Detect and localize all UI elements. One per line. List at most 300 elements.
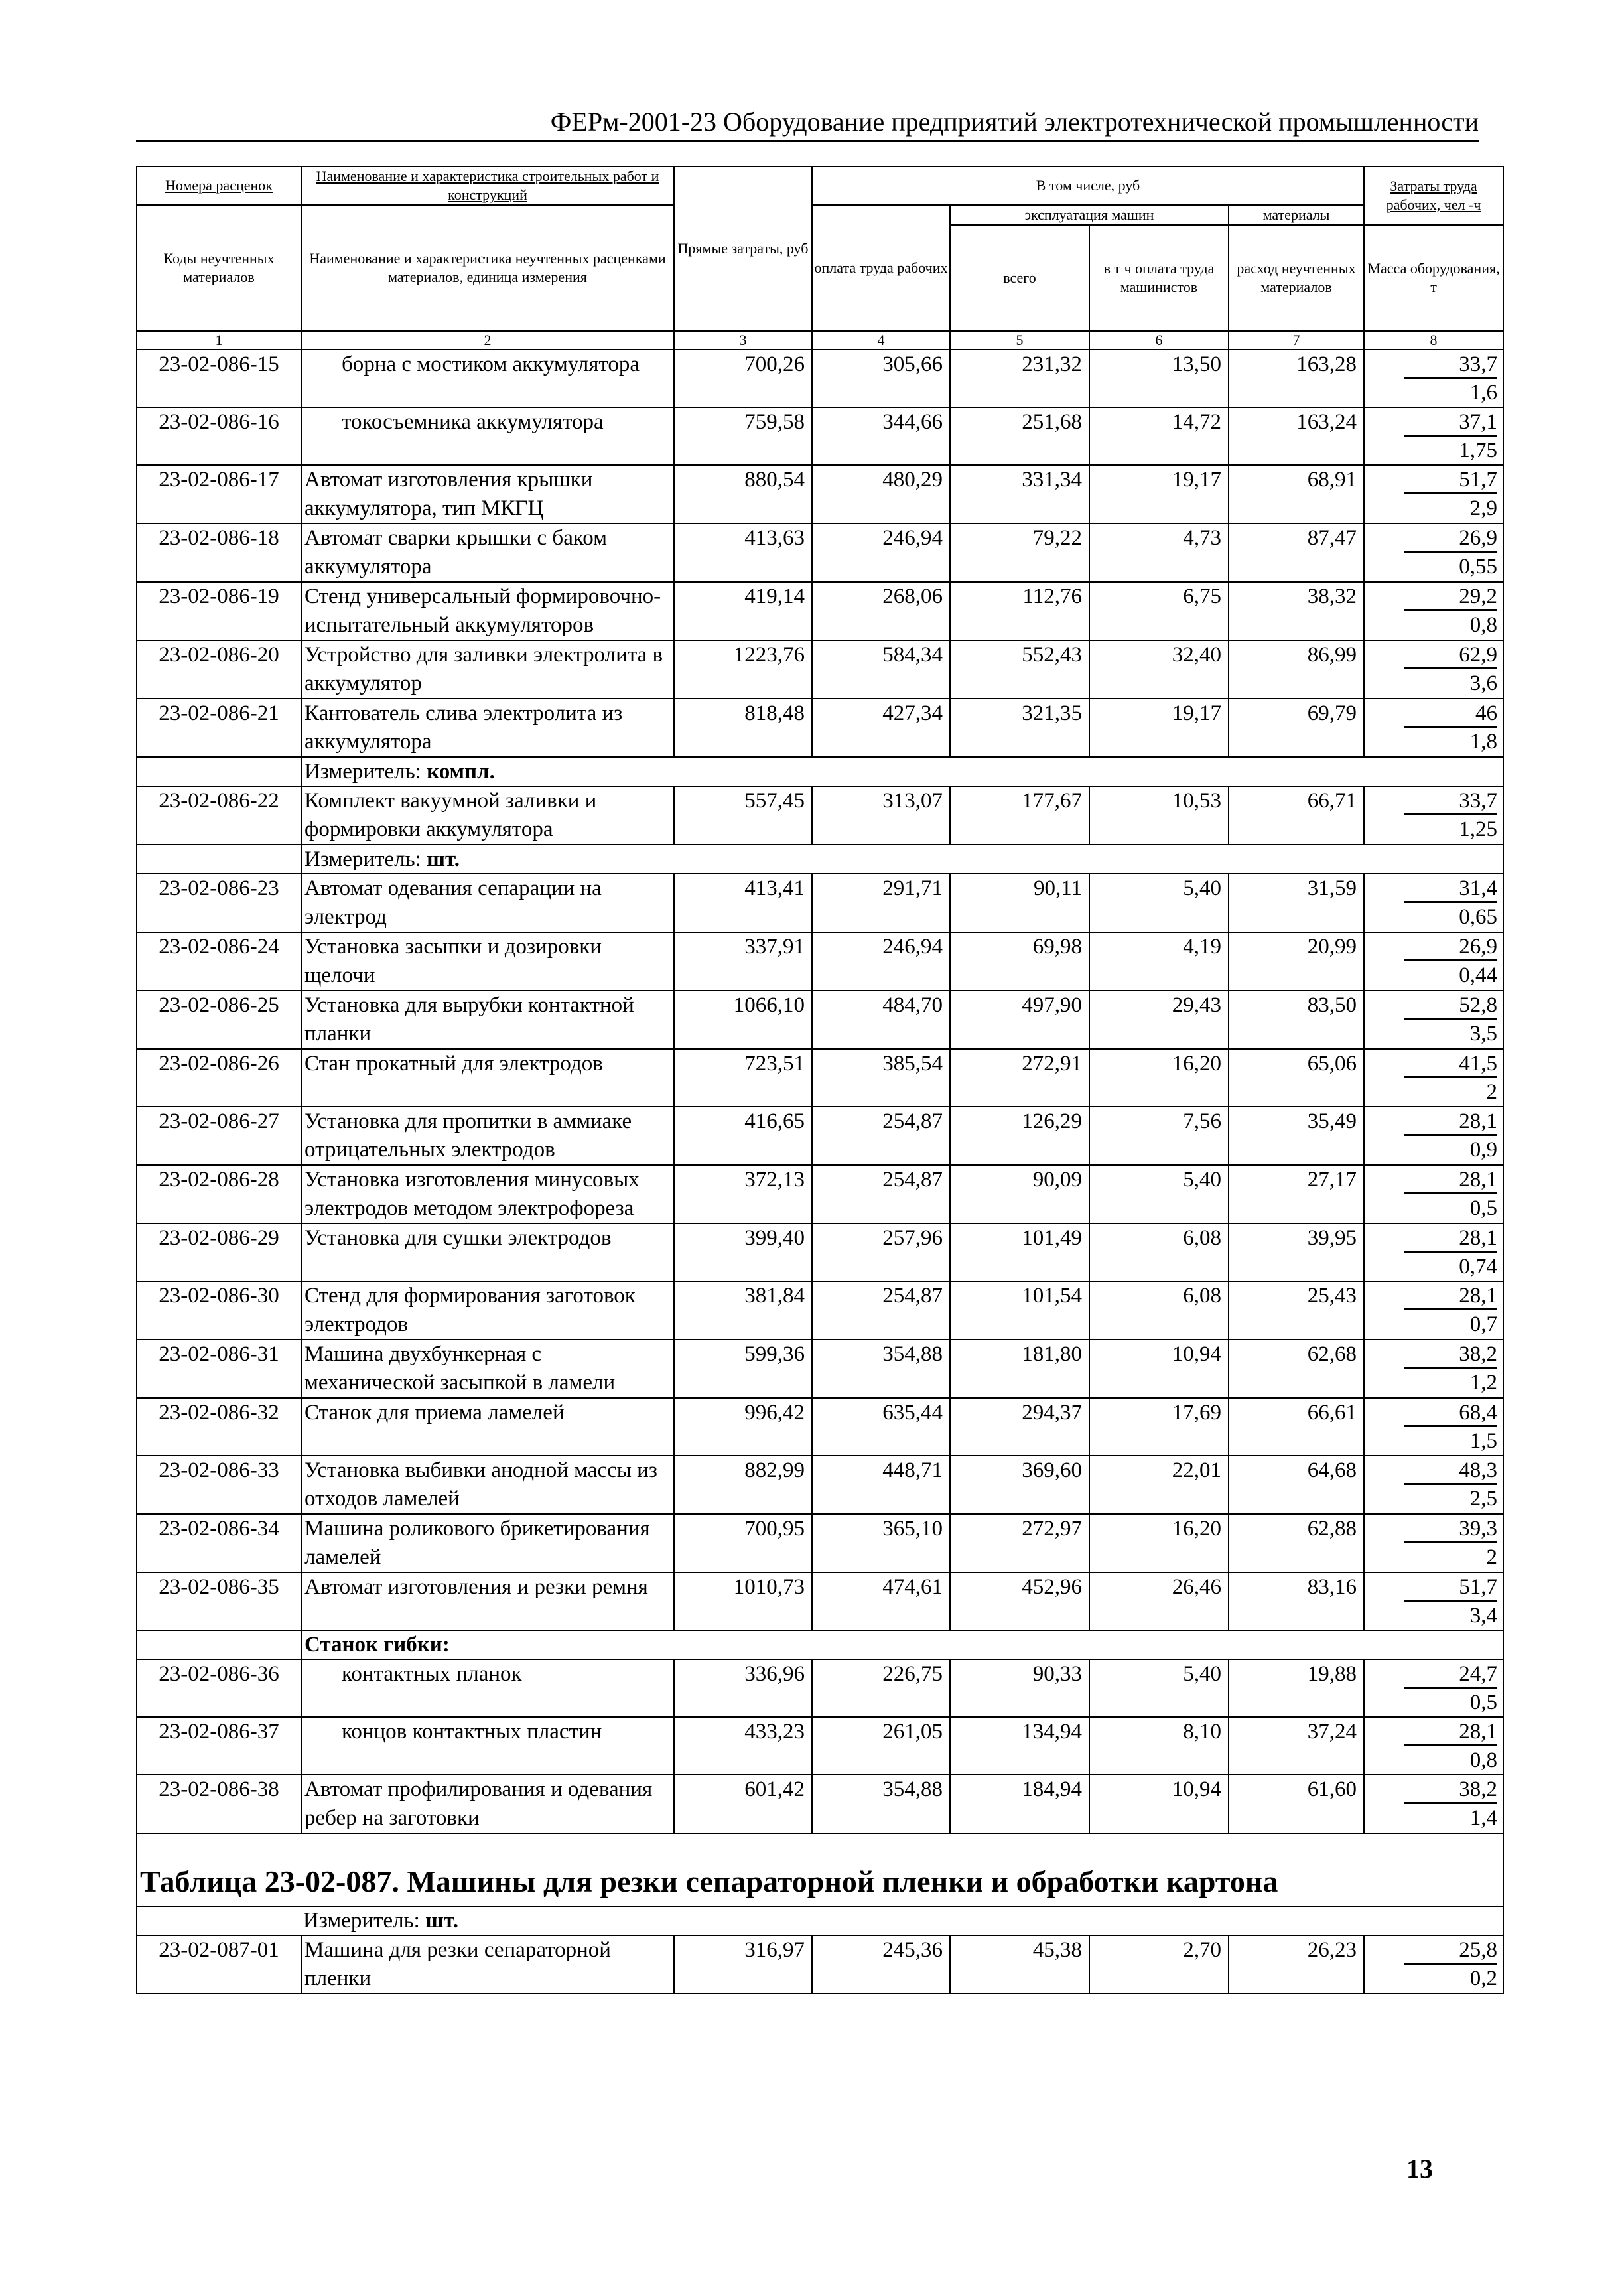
rate-code: 23-02-086-25	[137, 991, 301, 1049]
mass-value: 0,55	[1459, 555, 1498, 579]
labor-value: 28,1	[1404, 1109, 1497, 1136]
rate-code: 23-02-087-01	[137, 1935, 301, 1994]
work-name: концов контактных пластин	[301, 1717, 674, 1775]
work-name: контактных планок	[301, 1659, 674, 1717]
machines-cost: 90,33	[950, 1659, 1089, 1717]
wage-cost: 480,29	[812, 465, 950, 523]
labor-mass-cell	[1364, 1165, 1503, 1223]
mass-value: 0,2	[1469, 1967, 1498, 1990]
machinists-wage: 26,46	[1089, 1572, 1229, 1630]
labor-value: 51,7	[1404, 1574, 1497, 1602]
labor-mass-cell	[1364, 1935, 1503, 1994]
labor-value: 25,8	[1404, 1937, 1497, 1965]
labor-value: 48,3	[1404, 1458, 1497, 1485]
labor-mass-cell	[1364, 1572, 1503, 1630]
direct-costs: 1010,73	[674, 1572, 812, 1630]
rate-code: 23-02-086-33	[137, 1456, 301, 1514]
table-row	[137, 1398, 1503, 1456]
head-materials: материалы	[1229, 205, 1364, 225]
work-name: Станок для приема ламелей	[301, 1398, 674, 1456]
work-name: Автомат одевания сепарации на электрод	[301, 874, 674, 932]
work-name: Установка засыпки и дозировки щелочи	[301, 932, 674, 991]
head-material-name: Наименование и характеристика неучтенных расценками материалов, единица измерения	[301, 205, 674, 331]
rate-code: 23-02-086-27	[137, 1107, 301, 1165]
materials-cost: 26,23	[1229, 1935, 1364, 1994]
labor-value: 37,1	[1404, 409, 1497, 437]
table-row	[137, 1514, 1503, 1572]
direct-costs: 996,42	[674, 1398, 812, 1456]
materials-cost: 39,95	[1229, 1223, 1364, 1281]
machinists-wage: 8,10	[1089, 1717, 1229, 1775]
direct-costs: 433,23	[674, 1717, 812, 1775]
mass-value: 0,8	[1469, 1748, 1498, 1772]
work-name: Автомат изготовления и резки ремня	[301, 1572, 674, 1630]
rows-section	[137, 1659, 1503, 1833]
table-row	[137, 1935, 1503, 1994]
machinists-wage: 22,01	[1089, 1456, 1229, 1514]
labor-mass-cell	[1364, 932, 1503, 991]
direct-costs: 337,91	[674, 932, 812, 991]
direct-costs: 416,65	[674, 1107, 812, 1165]
materials-cost: 66,71	[1229, 786, 1364, 845]
materials-cost: 65,06	[1229, 1049, 1364, 1107]
machinists-wage: 2,70	[1089, 1935, 1229, 1994]
head-machines-total: всего	[950, 225, 1089, 331]
wage-cost: 365,10	[812, 1514, 950, 1572]
machines-cost: 134,94	[950, 1717, 1089, 1775]
table-row	[137, 407, 1503, 465]
materials-cost: 20,99	[1229, 932, 1364, 991]
mass-value: 1,4	[1469, 1806, 1498, 1830]
mass-value: 1,5	[1469, 1429, 1498, 1453]
direct-costs: 818,48	[674, 699, 812, 757]
labor-mass-cell	[1364, 1281, 1503, 1340]
machines-cost: 112,76	[950, 582, 1089, 640]
labor-value: 28,1	[1404, 1167, 1497, 1194]
labor-mass-cell	[1364, 1456, 1503, 1514]
machines-cost: 497,90	[950, 991, 1089, 1049]
work-name: Машина двухбункерная с механической засыпкой в ламели	[301, 1340, 674, 1398]
labor-mass-cell	[1364, 1514, 1503, 1572]
rows-section	[137, 874, 1503, 1630]
wage-cost: 584,34	[812, 640, 950, 699]
machinists-wage: 14,72	[1089, 407, 1229, 465]
table-row	[137, 1775, 1503, 1833]
machines-cost: 69,98	[950, 932, 1089, 991]
mass-value: 2,5	[1469, 1487, 1498, 1511]
rate-code: 23-02-086-30	[137, 1281, 301, 1340]
mass-value: 1,8	[1469, 730, 1498, 754]
work-name: токосъемника аккумулятора	[301, 407, 674, 465]
work-name: Установка изготовления минусовых электродов методом электрофореза	[301, 1165, 674, 1223]
head-material-codes: Коды неучтенных материалов	[137, 205, 301, 331]
machines-cost: 272,97	[950, 1514, 1089, 1572]
col-number: 5	[950, 331, 1089, 350]
work-name: Машина роликового брикетирования ламелей	[301, 1514, 674, 1572]
work-name: Кантователь слива электролита из аккумулятора	[301, 699, 674, 757]
head-materials-sub: расход неучтенных материалов	[1229, 225, 1364, 331]
labor-value: 38,2	[1404, 1342, 1497, 1369]
wage-cost: 635,44	[812, 1398, 950, 1456]
labor-value: 52,8	[1404, 993, 1497, 1020]
rate-code: 23-02-086-21	[137, 699, 301, 757]
labor-value: 28,1	[1404, 1719, 1497, 1746]
materials-cost: 38,32	[1229, 582, 1364, 640]
wage-cost: 254,87	[812, 1165, 950, 1223]
col-number: 2	[301, 331, 674, 350]
machinists-wage: 6,08	[1089, 1223, 1229, 1281]
mass-value: 0,5	[1469, 1691, 1498, 1714]
wage-cost: 246,94	[812, 523, 950, 582]
measure-sht: Измеритель: шт.	[301, 845, 1503, 874]
machinists-wage: 4,73	[1089, 523, 1229, 582]
rate-code: 23-02-086-20	[137, 640, 301, 699]
table-row	[137, 1340, 1503, 1398]
rate-code: 23-02-086-38	[137, 1775, 301, 1833]
machinists-wage: 16,20	[1089, 1049, 1229, 1107]
machinists-wage: 19,17	[1089, 699, 1229, 757]
materials-cost: 87,47	[1229, 523, 1364, 582]
machinists-wage: 29,43	[1089, 991, 1229, 1049]
work-name: Установка выбивки анодной массы из отходов ламелей	[301, 1456, 674, 1514]
mass-value: 0,8	[1469, 613, 1498, 637]
measure-spacer	[137, 757, 301, 786]
work-name: Установка для вырубки контактной планки	[301, 991, 674, 1049]
mass-value: 2	[1486, 1545, 1498, 1569]
labor-value: 39,3	[1404, 1516, 1497, 1543]
machines-cost: 452,96	[950, 1572, 1089, 1630]
machines-cost: 231,32	[950, 350, 1089, 407]
wage-cost: 427,34	[812, 699, 950, 757]
wage-cost: 354,88	[812, 1775, 950, 1833]
machines-cost: 184,94	[950, 1775, 1089, 1833]
table-row	[137, 1281, 1503, 1340]
direct-costs: 413,41	[674, 874, 812, 932]
labor-value: 38,2	[1404, 1777, 1497, 1804]
head-group: В том числе, руб	[812, 167, 1364, 205]
direct-costs: 601,42	[674, 1775, 812, 1833]
labor-mass-cell	[1364, 1107, 1503, 1165]
labor-value: 33,7	[1404, 352, 1497, 379]
labor-value: 51,7	[1404, 467, 1497, 494]
wage-cost: 254,87	[812, 1281, 950, 1340]
machinists-wage: 10,94	[1089, 1340, 1229, 1398]
table-row	[137, 1717, 1503, 1775]
work-name: Стан прокатный для электродов	[301, 1049, 674, 1107]
direct-costs: 413,63	[674, 523, 812, 582]
machines-cost: 45,38	[950, 1935, 1089, 1994]
mass-value: 0,7	[1469, 1312, 1498, 1336]
rate-code: 23-02-086-24	[137, 932, 301, 991]
rate-code: 23-02-086-32	[137, 1398, 301, 1456]
direct-costs: 336,96	[674, 1659, 812, 1717]
head-direct-costs: Прямые затраты, руб	[674, 167, 812, 331]
wage-cost: 448,71	[812, 1456, 950, 1514]
head-labor: Затраты труда рабочих, чел -ч	[1364, 167, 1503, 225]
machinists-wage: 17,69	[1089, 1398, 1229, 1456]
work-name: Автомат профилирования и одевания ребер на заготовки	[301, 1775, 674, 1833]
wage-cost: 354,88	[812, 1340, 950, 1398]
labor-mass-cell	[1364, 1049, 1503, 1107]
mass-value: 1,25	[1459, 817, 1498, 841]
wage-cost: 254,87	[812, 1107, 950, 1165]
direct-costs: 399,40	[674, 1223, 812, 1281]
table-row	[137, 786, 1503, 845]
labor-value: 68,4	[1404, 1400, 1497, 1427]
table-row	[137, 1456, 1503, 1514]
col-number: 6	[1089, 331, 1229, 350]
rows-section	[137, 1935, 1503, 1994]
materials-cost: 37,24	[1229, 1717, 1364, 1775]
materials-cost: 86,99	[1229, 640, 1364, 699]
labor-mass-cell	[1364, 523, 1503, 582]
mass-value: 2,9	[1469, 496, 1498, 520]
col-number: 8	[1364, 331, 1503, 350]
materials-cost: 83,16	[1229, 1572, 1364, 1630]
machinists-wage: 32,40	[1089, 640, 1229, 699]
materials-cost: 61,60	[1229, 1775, 1364, 1833]
direct-costs: 700,26	[674, 350, 812, 407]
head-machinists: в т ч оплата труда машинистов	[1089, 225, 1229, 331]
head-machines: эксплуатация машин	[950, 205, 1229, 225]
machinists-wage: 5,40	[1089, 1659, 1229, 1717]
col-number: 4	[812, 331, 950, 350]
rate-code: 23-02-086-31	[137, 1340, 301, 1398]
col-number: 3	[674, 331, 812, 350]
machines-cost: 552,43	[950, 640, 1089, 699]
materials-cost: 64,68	[1229, 1456, 1364, 1514]
measure-sht2: Измеритель: шт.	[137, 1906, 1503, 1935]
materials-cost: 31,59	[1229, 874, 1364, 932]
table-row	[137, 640, 1503, 699]
direct-costs: 700,95	[674, 1514, 812, 1572]
wage-cost: 261,05	[812, 1717, 950, 1775]
wage-cost: 313,07	[812, 786, 950, 845]
head-wage: оплата труда рабочих	[812, 205, 950, 331]
mass-value: 2	[1486, 1080, 1498, 1104]
labor-mass-cell	[1364, 1659, 1503, 1717]
table-row	[137, 582, 1503, 640]
table-row	[137, 1572, 1503, 1630]
materials-cost: 25,43	[1229, 1281, 1364, 1340]
mass-value: 0,5	[1469, 1196, 1498, 1220]
rate-code: 23-02-086-16	[137, 407, 301, 465]
work-name: Комплект вакуумной заливки и формировки аккумулятора	[301, 786, 674, 845]
wage-cost: 226,75	[812, 1659, 950, 1717]
materials-cost: 62,68	[1229, 1340, 1364, 1398]
direct-costs: 1066,10	[674, 991, 812, 1049]
materials-cost: 69,79	[1229, 699, 1364, 757]
table-row	[137, 465, 1503, 523]
measure-spacer	[137, 845, 301, 874]
mass-value: 1,6	[1469, 381, 1498, 405]
mass-value: 0,74	[1459, 1255, 1498, 1279]
table-row	[137, 350, 1503, 407]
machines-cost: 101,54	[950, 1281, 1089, 1340]
rate-code: 23-02-086-37	[137, 1717, 301, 1775]
labor-value: 62,9	[1404, 642, 1497, 669]
labor-value: 46	[1404, 701, 1497, 728]
machinists-wage: 6,75	[1089, 582, 1229, 640]
rate-code: 23-02-086-19	[137, 582, 301, 640]
mass-value: 0,65	[1459, 905, 1498, 929]
machinists-wage: 7,56	[1089, 1107, 1229, 1165]
table-row	[137, 874, 1503, 932]
table-row	[137, 1107, 1503, 1165]
machines-cost: 101,49	[950, 1223, 1089, 1281]
rows-section	[137, 786, 1503, 845]
rate-code: 23-02-086-28	[137, 1165, 301, 1223]
labor-mass-cell	[1364, 1223, 1503, 1281]
measure-kompl: Измеритель: компл.	[301, 757, 1503, 786]
machinists-wage: 5,40	[1089, 874, 1229, 932]
mass-value: 0,44	[1459, 963, 1498, 987]
work-name: Устройство для заливки электролита в аккумулятор	[301, 640, 674, 699]
labor-mass-cell	[1364, 699, 1503, 757]
machines-cost: 126,29	[950, 1107, 1089, 1165]
direct-costs: 882,99	[674, 1456, 812, 1514]
rate-code: 23-02-086-23	[137, 874, 301, 932]
direct-costs: 557,45	[674, 786, 812, 845]
materials-cost: 83,50	[1229, 991, 1364, 1049]
mass-value: 0,9	[1469, 1138, 1498, 1162]
machinists-wage: 10,94	[1089, 1775, 1229, 1833]
machines-cost: 251,68	[950, 407, 1089, 465]
machines-cost: 181,80	[950, 1340, 1089, 1398]
direct-costs: 1223,76	[674, 640, 812, 699]
wage-cost: 268,06	[812, 582, 950, 640]
labor-mass-cell	[1364, 991, 1503, 1049]
head-mass: Масса оборудования, т	[1364, 225, 1503, 331]
direct-costs: 599,36	[674, 1340, 812, 1398]
page-header: ФЕРм-2001-23 Оборудование предприятий электротехнической промышленности	[136, 106, 1479, 142]
labor-mass-cell	[1364, 786, 1503, 845]
labor-value: 28,1	[1404, 1283, 1497, 1310]
labor-mass-cell	[1364, 874, 1503, 932]
machines-cost: 90,11	[950, 874, 1089, 932]
rows-section	[137, 350, 1503, 757]
machinists-wage: 19,17	[1089, 465, 1229, 523]
labor-value: 26,9	[1404, 934, 1497, 961]
rate-code: 23-02-086-17	[137, 465, 301, 523]
work-name: Автомат изготовления крышки аккумулятора, тип МКГЦ	[301, 465, 674, 523]
wage-cost: 385,54	[812, 1049, 950, 1107]
labor-mass-cell	[1364, 465, 1503, 523]
labor-mass-cell	[1364, 640, 1503, 699]
table-row	[137, 991, 1503, 1049]
labor-value: 28,1	[1404, 1225, 1497, 1253]
col-number: 7	[1229, 331, 1364, 350]
table2-title: Таблица 23-02-087. Машины для резки сепараторной пленки и обработки картона	[137, 1833, 1503, 1906]
materials-cost: 62,88	[1229, 1514, 1364, 1572]
wage-cost: 344,66	[812, 407, 950, 465]
wage-cost: 305,66	[812, 350, 950, 407]
machines-cost: 90,09	[950, 1165, 1089, 1223]
work-name: Установка для пропитки в аммиаке отрицательных электродов	[301, 1107, 674, 1165]
table-row	[137, 1659, 1503, 1717]
wage-cost: 246,94	[812, 932, 950, 991]
machinists-wage: 10,53	[1089, 786, 1229, 845]
materials-cost: 66,61	[1229, 1398, 1364, 1456]
rate-code: 23-02-086-34	[137, 1514, 301, 1572]
labor-mass-cell	[1364, 350, 1503, 407]
machines-cost: 294,37	[950, 1398, 1089, 1456]
rates-table	[136, 166, 1504, 1994]
work-name: Стенд для формирования заготовок электродов	[301, 1281, 674, 1340]
work-name: Стенд универсальный формировочно-испытательный аккумуляторов	[301, 582, 674, 640]
direct-costs: 381,84	[674, 1281, 812, 1340]
head-rate-numbers: Номера расценок	[137, 167, 301, 205]
page-number: 13	[1406, 2154, 1433, 2184]
labor-mass-cell	[1364, 582, 1503, 640]
materials-cost: 19,88	[1229, 1659, 1364, 1717]
wage-cost: 484,70	[812, 991, 950, 1049]
direct-costs: 419,14	[674, 582, 812, 640]
machines-cost: 321,35	[950, 699, 1089, 757]
machines-cost: 177,67	[950, 786, 1089, 845]
wage-cost: 291,71	[812, 874, 950, 932]
materials-cost: 163,24	[1229, 407, 1364, 465]
mass-value: 3,5	[1469, 1022, 1498, 1046]
work-name: Установка для сушки электродов	[301, 1223, 674, 1281]
direct-costs: 316,97	[674, 1935, 812, 1994]
mass-value: 3,4	[1469, 1604, 1498, 1628]
machinists-wage: 4,19	[1089, 932, 1229, 991]
machinists-wage: 16,20	[1089, 1514, 1229, 1572]
labor-value: 31,4	[1404, 876, 1497, 903]
materials-cost: 35,49	[1229, 1107, 1364, 1165]
labor-mass-cell	[1364, 407, 1503, 465]
direct-costs: 372,13	[674, 1165, 812, 1223]
labor-value: 33,7	[1404, 788, 1497, 815]
labor-mass-cell	[1364, 1717, 1503, 1775]
group-spacer	[137, 1630, 301, 1659]
group-label: Станок гибки:	[301, 1630, 1503, 1659]
rate-code: 23-02-086-26	[137, 1049, 301, 1107]
machinists-wage: 6,08	[1089, 1281, 1229, 1340]
mass-value: 1,2	[1469, 1371, 1498, 1395]
labor-value: 26,9	[1404, 525, 1497, 553]
table-row	[137, 699, 1503, 757]
rate-code: 23-02-086-22	[137, 786, 301, 845]
machines-cost: 79,22	[950, 523, 1089, 582]
work-name: борна с мостиком аккумулятора	[301, 350, 674, 407]
labor-mass-cell	[1364, 1398, 1503, 1456]
labor-value: 41,5	[1404, 1051, 1497, 1078]
wage-cost: 257,96	[812, 1223, 950, 1281]
table-row	[137, 932, 1503, 991]
rate-code: 23-02-086-35	[137, 1572, 301, 1630]
table-row	[137, 523, 1503, 582]
table-row	[137, 1223, 1503, 1281]
rate-code: 23-02-086-29	[137, 1223, 301, 1281]
labor-mass-cell	[1364, 1340, 1503, 1398]
materials-cost: 163,28	[1229, 350, 1364, 407]
materials-cost: 68,91	[1229, 465, 1364, 523]
mass-value: 1,75	[1459, 439, 1498, 462]
machinists-wage: 5,40	[1089, 1165, 1229, 1223]
labor-value: 29,2	[1404, 584, 1497, 611]
direct-costs: 880,54	[674, 465, 812, 523]
rate-code: 23-02-086-36	[137, 1659, 301, 1717]
wage-cost: 245,36	[812, 1935, 950, 1994]
work-name: Машина для резки сепараторной пленки	[301, 1935, 674, 1994]
machines-cost: 272,91	[950, 1049, 1089, 1107]
direct-costs: 723,51	[674, 1049, 812, 1107]
labor-mass-cell	[1364, 1775, 1503, 1833]
machines-cost: 331,34	[950, 465, 1089, 523]
table-row	[137, 1165, 1503, 1223]
